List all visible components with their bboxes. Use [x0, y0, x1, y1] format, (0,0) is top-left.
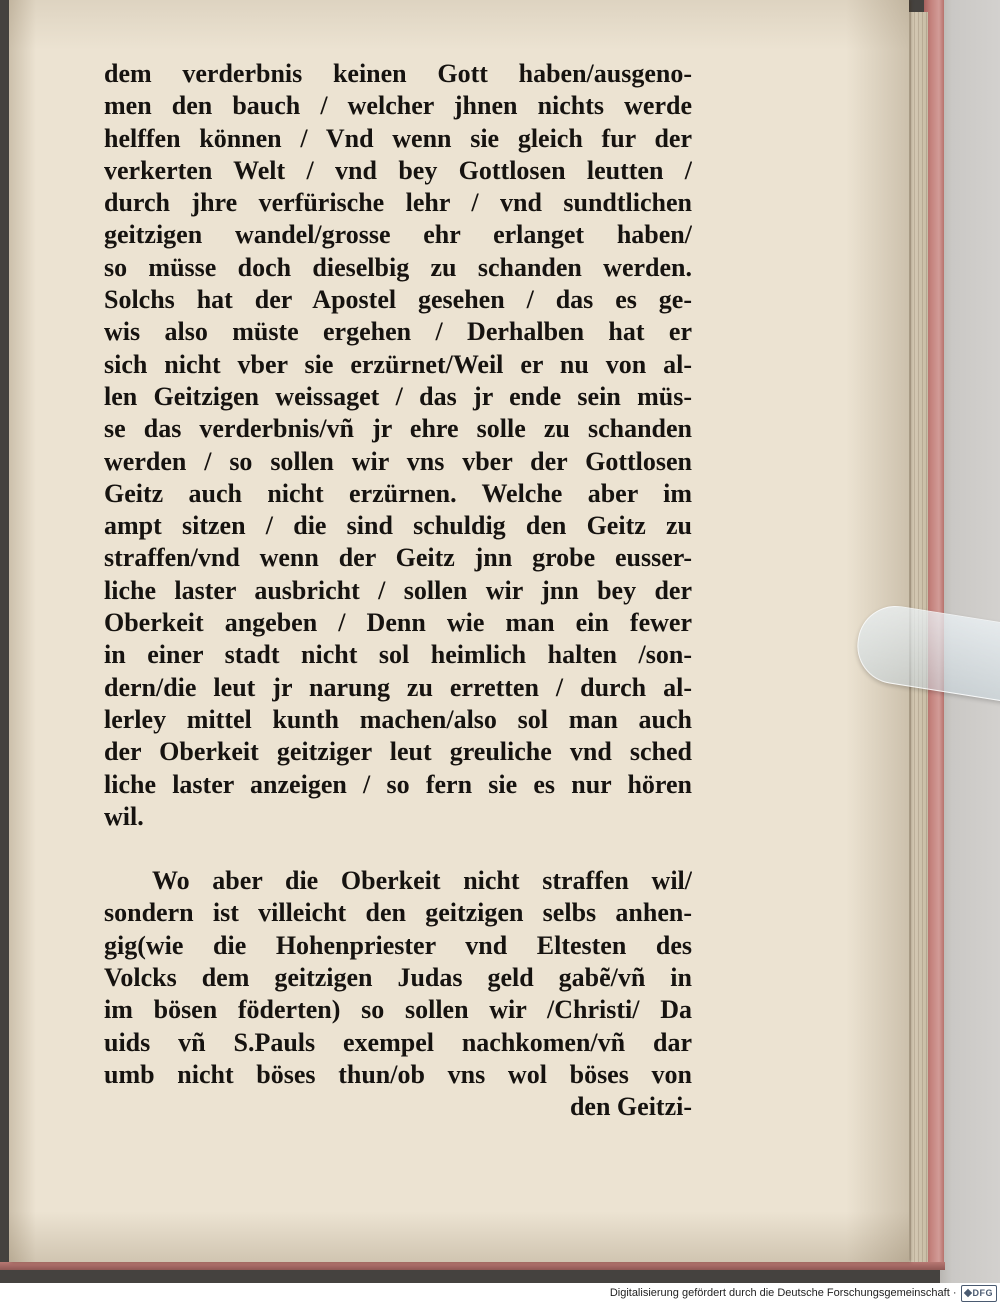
text-block [104, 58, 692, 1124]
text-line: geitzigen wandel/grosse ehr erlanget haben/ [104, 220, 692, 250]
text-line: Volcks dem geitzigen Judas geld gabẽ/vñ in [104, 963, 692, 993]
digitization-footer [0, 1283, 1000, 1303]
dfg-logo-text: DFG [972, 1288, 993, 1298]
footer-credit: Digitalisierung gefördert durch die Deutsche Forschungsgemeinschaft · [609, 1287, 957, 1299]
text-line: ampt sitzen / die sind schuldig den Geitz zu [104, 511, 692, 541]
text-line: durch jhre verfürische lehr / vnd sundtlichen [104, 188, 692, 218]
catchword: den Geitzi- [569, 1092, 692, 1122]
paragraph-gap [104, 833, 692, 865]
text-line: gig(wie die Hohenpriester vnd Eltesten des [104, 930, 692, 960]
text-line: so müsse doch dieselbig zu schanden werden. [104, 252, 692, 282]
paragraph-2 [104, 865, 692, 1091]
text-line: len Geitzigen weissaget / das jr ende sein müs- [104, 381, 692, 411]
text-line: liche laster ausbricht / sollen wir jnn bey der [104, 575, 692, 605]
text-line: liche laster anzeigen / so fern sie es nur hören [104, 769, 692, 799]
text-line: men den bauch / welcher jhnen nichts werde [104, 91, 692, 121]
book-cover-bottom-edge [0, 1262, 945, 1270]
text-line: straffen/vnd wenn der Geitz jnn grobe eusser- [104, 543, 692, 573]
text-line: uids vñ S.Pauls exempel nachkomen/vñ dar [104, 1027, 692, 1057]
text-line: se das verderbnis/vñ jr ehre solle zu schanden [104, 414, 692, 444]
text-line: lerley mittel kunth machen/also sol man auch [104, 704, 692, 734]
text-line: in einer stadt nicht sol heimlich halten /son- [104, 640, 692, 670]
text-line: umb nicht böses thun/ob vns wol böses von [104, 1059, 692, 1089]
page-paper [9, 0, 909, 1262]
text-line: verkerten Welt / vnd bey Gottlosen leutten / [104, 155, 692, 185]
text-line: sich nicht vber sie erzürnet/Weil er nu von al- [104, 349, 692, 379]
text-line: wis also müste ergehen / Derhalben hat er [104, 317, 692, 347]
text-line: dem verderbnis keinen Gott haben/ausgeno- [104, 59, 692, 88]
text-line: Wo aber die Oberkeit nicht straffen wil/ [152, 866, 692, 896]
text-line: der Oberkeit geitziger leut greuliche vnd sched [104, 737, 692, 767]
paragraph-1 [104, 58, 692, 833]
text-line: Oberkeit angeben / Denn wie man ein fewer [104, 608, 692, 638]
text-line: helffen können / Vnd wenn sie gleich fur der [104, 123, 692, 153]
text-line: wil. [104, 801, 144, 831]
text-line: Geitz auch nicht erzürnen. Welche aber im [104, 478, 692, 508]
text-line: im bösen föderten) so sollen wir /Christi/ Da [104, 995, 692, 1025]
dfg-logo[interactable] [961, 1285, 998, 1302]
text-line: Solchs hat der Apostel gesehen / das es ge- [104, 285, 692, 315]
text-line: dern/die leut jr narung zu erretten / durch al- [104, 672, 692, 702]
text-line: werden / so sollen wir vns vber der Gottlosen [104, 446, 692, 476]
dfg-logo-icon [963, 1289, 971, 1297]
text-line: sondern ist villeicht den geitzigen selbs anhen- [104, 898, 692, 928]
